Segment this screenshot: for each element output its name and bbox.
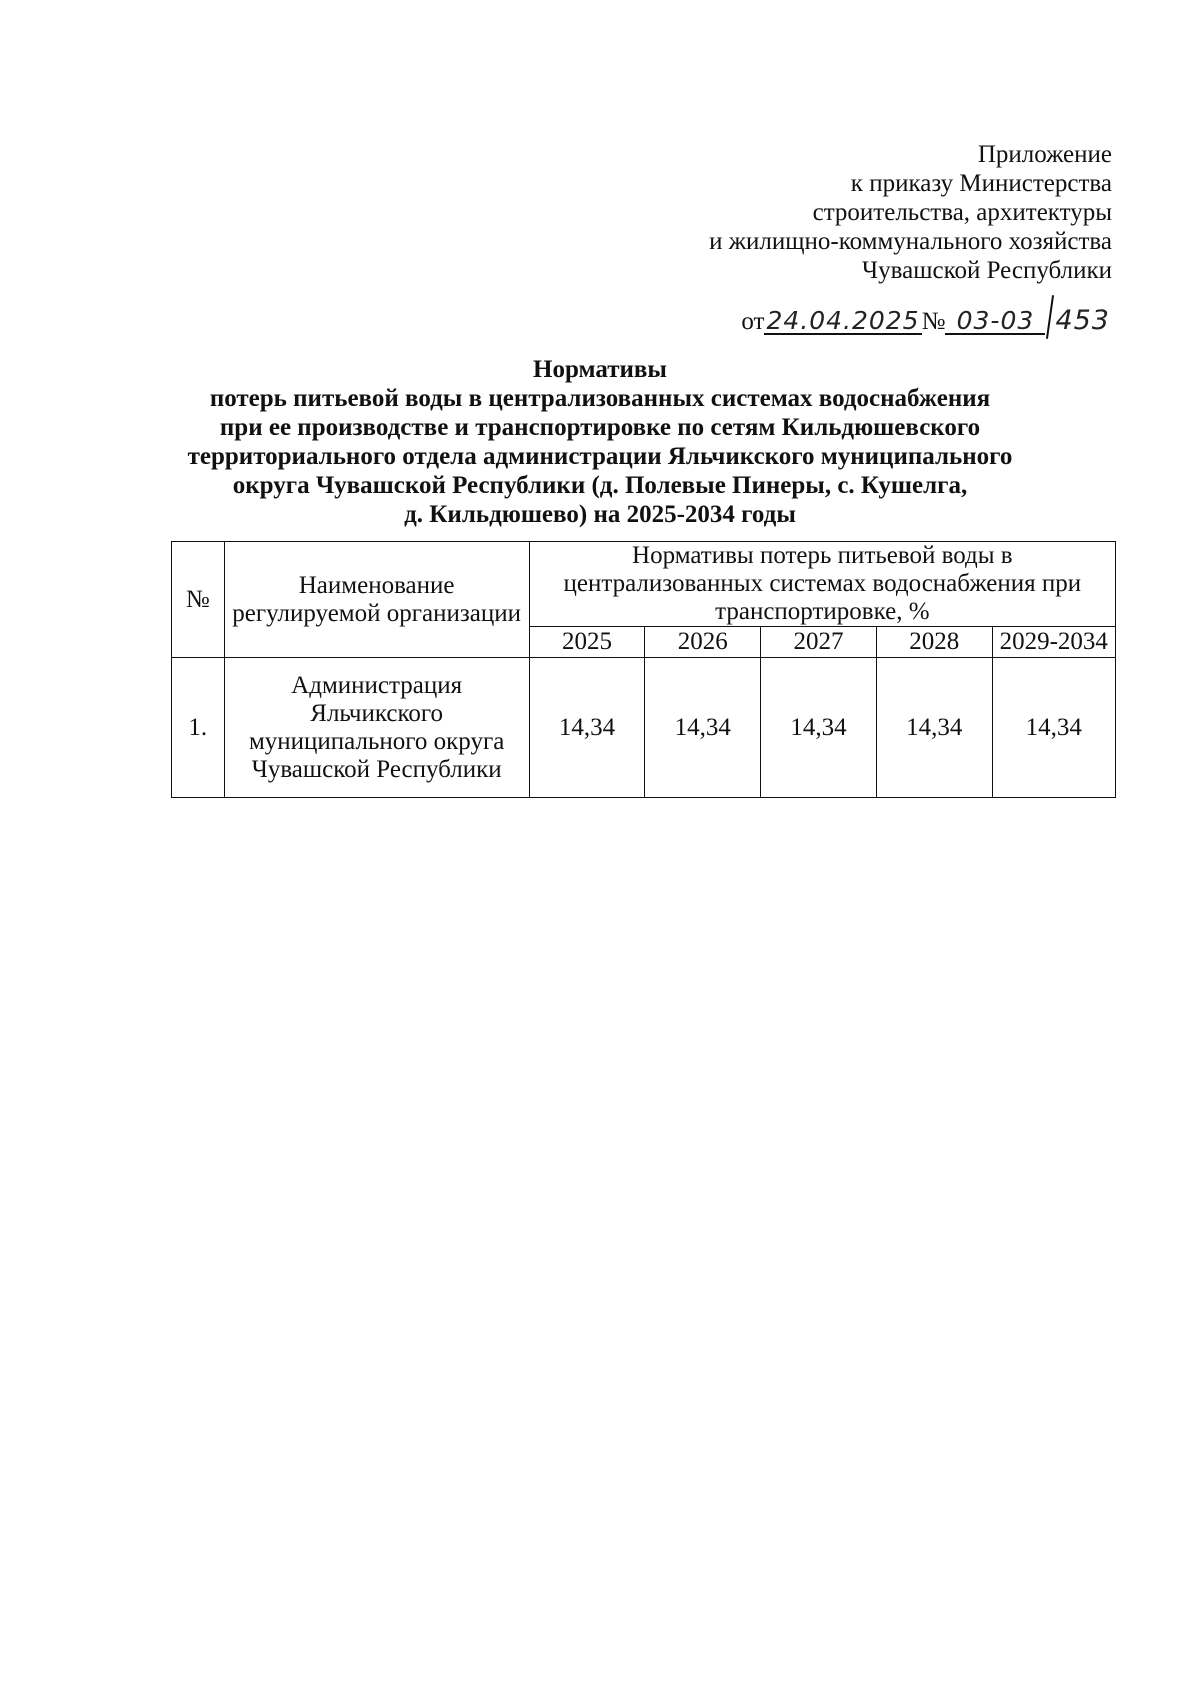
handwritten-number: 03-03 <box>945 309 1045 335</box>
title-line: потерь питьевой воды в централизованных системах водоснабжения <box>209 385 991 412</box>
document-title <box>150 355 1050 529</box>
title-line: Нормативы <box>533 356 667 383</box>
title-line: округа Чувашской Республики (д. Полевые Пинеры, с. Кушелга, <box>232 472 968 499</box>
order-date-number-line <box>512 285 1112 336</box>
number-prefix: № <box>921 308 946 335</box>
header-organization: Наименование регулируемой организации <box>224 542 529 658</box>
header-year: 2028 <box>876 627 992 658</box>
row-value: 14,34 <box>529 658 645 798</box>
row-value: 14,34 <box>761 658 877 798</box>
order-reference <box>741 285 1112 336</box>
appendix-line: и жилищно-коммунального хозяйства <box>709 228 1112 255</box>
norms-table <box>171 541 1116 798</box>
row-number: 1. <box>172 658 225 798</box>
row-value: 14,34 <box>876 658 992 798</box>
appendix-header <box>512 140 1112 336</box>
appendix-line: строительства, архитектуры <box>812 199 1112 226</box>
title-line: д. Кильдюшево) на 2025-2034 годы <box>404 501 796 528</box>
header-year: 2025 <box>529 627 645 658</box>
title-line: при ее производстве и транспортировке по сетям Кильдюшевского <box>219 414 981 441</box>
appendix-line: к приказу Министерства <box>850 170 1112 197</box>
header-year: 2027 <box>761 627 877 658</box>
appendix-line: Приложение <box>977 141 1112 168</box>
row-organization: Администрация Яльчикского муниципального округа Чувашской Республики <box>224 658 529 798</box>
header-year: 2026 <box>645 627 761 658</box>
appendix-line: Чувашской Республики <box>861 257 1112 284</box>
header-number: № <box>172 542 225 658</box>
row-value: 14,34 <box>992 658 1115 798</box>
row-value: 14,34 <box>645 658 761 798</box>
handwritten-number-tail: 453 <box>1055 305 1110 336</box>
date-prefix: от <box>741 308 765 335</box>
title-line: территориального отдела администрации Яльчикского муниципального <box>187 443 1013 470</box>
header-year: 2029-2034 <box>992 627 1115 658</box>
handwritten-date: 24.04.2025 <box>766 306 920 335</box>
table-row <box>172 658 1116 798</box>
header-norms: Нормативы потерь питьевой воды в централизованных системах водоснабжения при транспортировке, % <box>529 542 1115 627</box>
